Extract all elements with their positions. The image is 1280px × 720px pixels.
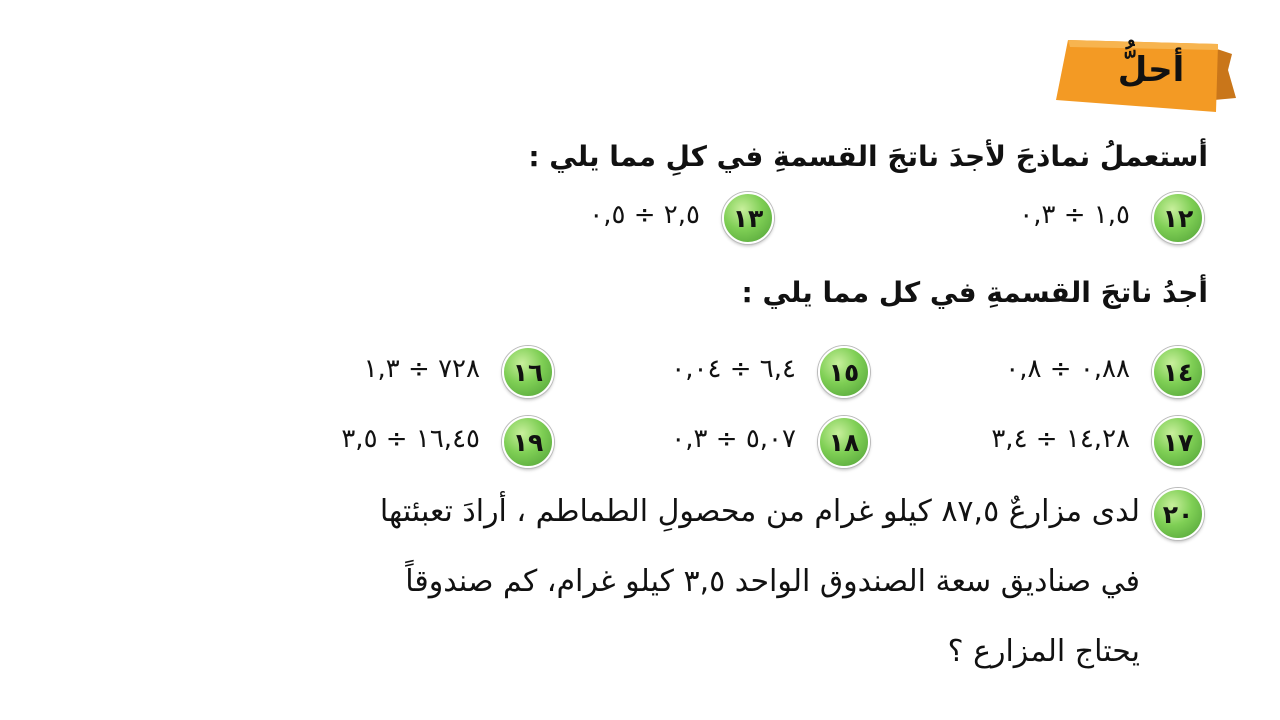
problem-number-badge: ١٣: [722, 192, 774, 244]
problem-number-badge: ٢٠: [1152, 488, 1204, 540]
problem-number-badge: ١٤: [1152, 346, 1204, 398]
section-banner: [1056, 40, 1236, 122]
word-problem-line: يحتاج المزارع ؟: [947, 634, 1140, 669]
problem-expression: ٥,٠٧ ÷ ٠,٣: [671, 424, 796, 454]
problem-expression: ١٤,٢٨ ÷ ٣,٤: [991, 424, 1130, 454]
word-problem-line: في صناديق سعة الصندوق الواحد ٣,٥ كيلو غرام، كم صندوقاً: [405, 564, 1140, 599]
section2-heading: أجدُ ناتجَ القسمةِ في كل مما يلي :: [741, 276, 1208, 309]
problem-number-badge: ١٨: [818, 416, 870, 468]
banner-title: أحلُّ: [1117, 50, 1185, 90]
problem-number-badge: ١٥: [818, 346, 870, 398]
word-problem-line: لدى مزارعٌ ٨٧,٥ كيلو غرام من محصولِ الطماطم ، أرادَ تعبئتها: [379, 494, 1140, 529]
problem-expression: ٢,٥ ÷ ٠,٥: [589, 200, 700, 230]
problem-expression: ١٦,٤٥ ÷ ٣,٥: [341, 424, 480, 454]
problem-expression: ٦,٤ ÷ ٠,٠٤: [671, 354, 796, 384]
problem-expression: ٠,٨٨ ÷ ٠,٨: [1005, 354, 1130, 384]
section1-heading: أستعملُ نماذجَ لأجدَ ناتجَ القسمةِ في كلِ مما يلي :: [528, 140, 1208, 173]
problem-number-badge: ١٩: [502, 416, 554, 468]
problem-expression: ١,٥ ÷ ٠,٣: [1019, 200, 1130, 230]
problem-expression: ٧٢٨ ÷ ١,٣: [363, 354, 480, 384]
problem-number-badge: ١٦: [502, 346, 554, 398]
problem-number-badge: ١٢: [1152, 192, 1204, 244]
problem-number-badge: ١٧: [1152, 416, 1204, 468]
